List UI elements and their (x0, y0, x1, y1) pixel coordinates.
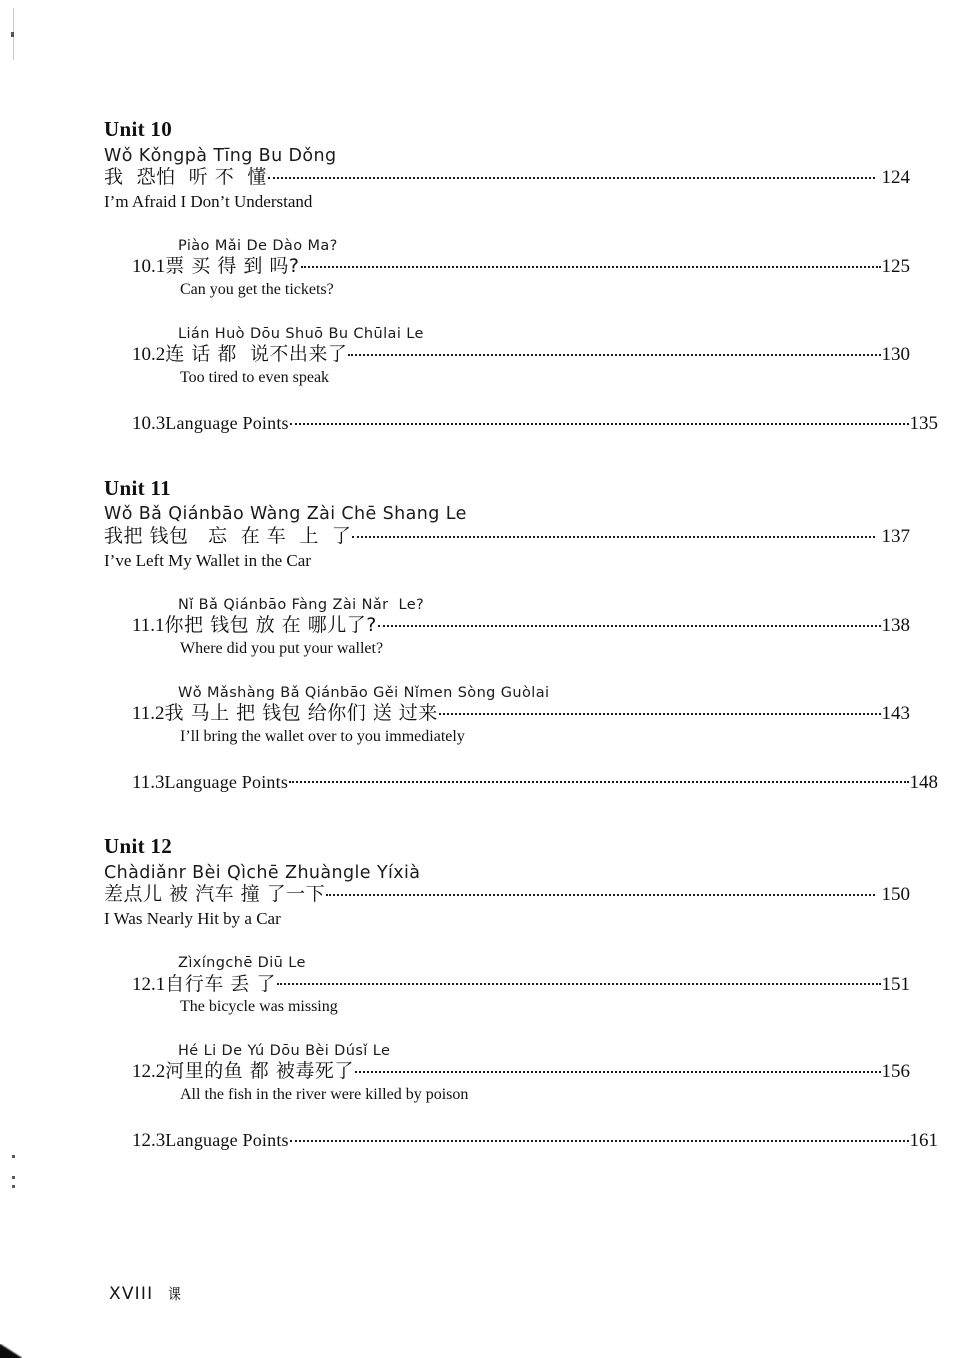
section-pinyin: Hé Li De Yú Dōu Bèi Dúsǐ Le (178, 1043, 391, 1060)
scan-corner-mark (0, 1344, 22, 1358)
section-english-title: Can you get the tickets? (180, 281, 334, 299)
unit-title-row[interactable] (104, 166, 910, 190)
unit-english-title: I’m Afraid I Don’t Understand (104, 191, 313, 211)
unit-block (104, 834, 938, 1153)
unit-heading: Unit 10 (104, 117, 173, 141)
dot-leader (348, 344, 880, 360)
unit-block (104, 117, 938, 436)
unit-title-row[interactable] (104, 525, 910, 549)
dot-leader (290, 1130, 909, 1146)
section-hanzi-title: 河里的鱼 都 被毒死了 (165, 1060, 354, 1083)
language-points-row[interactable] (132, 1129, 938, 1153)
language-points-label: Language Points (165, 1130, 289, 1151)
footer-ornament-glyph: 课 (168, 1284, 182, 1303)
dot-leader (290, 413, 909, 429)
language-points-number: 12.3 (132, 1130, 166, 1152)
section-page-number: 138 (881, 614, 910, 636)
section-pinyin: Zìxíngchē Diū Le (178, 955, 306, 972)
section-english-title: Where did you put your wallet? (180, 639, 384, 657)
section-entry (132, 597, 910, 659)
unit-heading: Unit 12 (104, 834, 173, 859)
section-pinyin: Nǐ Bǎ Qiánbāo Fàng Zài Nǎr Le? (178, 596, 425, 613)
scan-edge-tick-artifact (11, 32, 14, 37)
unit-page-number: 137 (881, 525, 910, 547)
unit-title-row[interactable] (104, 883, 910, 907)
unit-page-number: 150 (881, 884, 910, 906)
section-english-title: The bicycle was missing (180, 998, 338, 1016)
unit-english-title: I’ve Left My Wallet in the Car (104, 550, 311, 570)
section-number: 11.1 (132, 614, 165, 636)
section-hanzi-title: 你把 钱包 放 在 哪儿了? (164, 613, 377, 636)
section-number: 12.2 (132, 1061, 166, 1083)
language-points-label: Language Points (164, 771, 289, 792)
unit-english-title: I Was Nearly Hit by a Car (104, 909, 281, 929)
dot-leader (277, 974, 881, 990)
toc-content (104, 117, 938, 1153)
section-title-row[interactable] (132, 702, 910, 726)
section-page-number: 156 (881, 1061, 910, 1083)
section-english-title: Too tired to even speak (180, 368, 330, 386)
unit-heading: Unit 11 (104, 475, 171, 500)
scan-speck-artifact (12, 1185, 15, 1188)
language-points-row[interactable] (132, 771, 938, 795)
section-hanzi-title: 连 话 都 说不出来了 (165, 343, 348, 366)
unit-pinyin: Chàdiǎnr Bèi Qìchē Zhuàngle Yíxià (104, 862, 421, 883)
section-title-row[interactable] (132, 973, 910, 997)
dot-leader (439, 703, 881, 719)
dot-leader (378, 615, 881, 631)
section-hanzi-title: 自行车 丢 了 (165, 972, 276, 995)
section-number: 10.1 (132, 256, 166, 278)
section-number: 10.2 (132, 344, 166, 366)
section-hanzi-title: 我 马上 把 钱包 给你们 送 过来 (164, 701, 438, 724)
section-pinyin: Lián Huò Dōu Shuō Bu Chūlai Le (178, 326, 424, 343)
section-pinyin: Wǒ Mǎshàng Bǎ Qiánbāo Gěi Nǐmen Sòng Guòlai (178, 684, 550, 701)
section-number: 12.1 (132, 973, 166, 995)
section-entry (132, 685, 910, 747)
section-pinyin: Piào Mǎi De Dào Ma? (178, 238, 338, 255)
language-points-page-number: 148 (909, 771, 938, 793)
unit-hanzi-title: 我 恐怕 听 不 懂 (104, 166, 267, 189)
unit-hanzi-title: 我把 钱包 忘 在 车 上 了 (104, 524, 352, 547)
section-entry (132, 238, 910, 300)
dot-leader (268, 167, 875, 183)
language-points-row[interactable] (132, 412, 938, 436)
unit-block (104, 475, 938, 795)
section-title-row[interactable] (132, 614, 910, 638)
section-title-row[interactable] (132, 343, 910, 367)
language-points-number: 10.3 (132, 412, 166, 434)
language-points-label: Language Points (165, 412, 289, 433)
section-title-row[interactable] (132, 1060, 910, 1084)
section-number: 11.2 (132, 702, 165, 724)
unit-page-number: 124 (881, 167, 910, 189)
page-footer (109, 1284, 182, 1304)
scan-speck-artifact (12, 1176, 15, 1179)
dot-leader (301, 256, 881, 272)
language-points-page-number: 135 (909, 412, 938, 434)
section-title-row[interactable] (132, 255, 910, 279)
section-page-number: 151 (881, 973, 910, 995)
language-points-page-number: 161 (909, 1130, 938, 1152)
language-points-number: 11.3 (132, 771, 165, 793)
section-entry (132, 955, 910, 1017)
dot-leader (326, 884, 874, 900)
section-entry (132, 1043, 910, 1105)
section-english-title: All the fish in the river were killed by poison (180, 1086, 469, 1104)
unit-pinyin: Wǒ Kǒngpà Tīng Bu Dǒng (104, 145, 337, 166)
section-page-number: 125 (881, 256, 910, 278)
folio-number: XVIII (109, 1284, 154, 1304)
dot-leader (289, 772, 908, 788)
dot-leader (355, 1061, 881, 1077)
section-entry (132, 326, 910, 388)
section-page-number: 143 (881, 702, 910, 724)
section-page-number: 130 (881, 344, 910, 366)
scan-speck-artifact (12, 1155, 15, 1158)
unit-pinyin: Wǒ Bǎ Qiánbāo Wàng Zài Chē Shang Le (104, 504, 467, 525)
section-hanzi-title: 票 买 得 到 吗? (165, 255, 300, 278)
dot-leader (352, 526, 874, 542)
unit-hanzi-title: 差点儿 被 汽车 撞 了一下 (104, 883, 326, 906)
section-english-title: I’ll bring the wallet over to you immediately (180, 727, 465, 745)
